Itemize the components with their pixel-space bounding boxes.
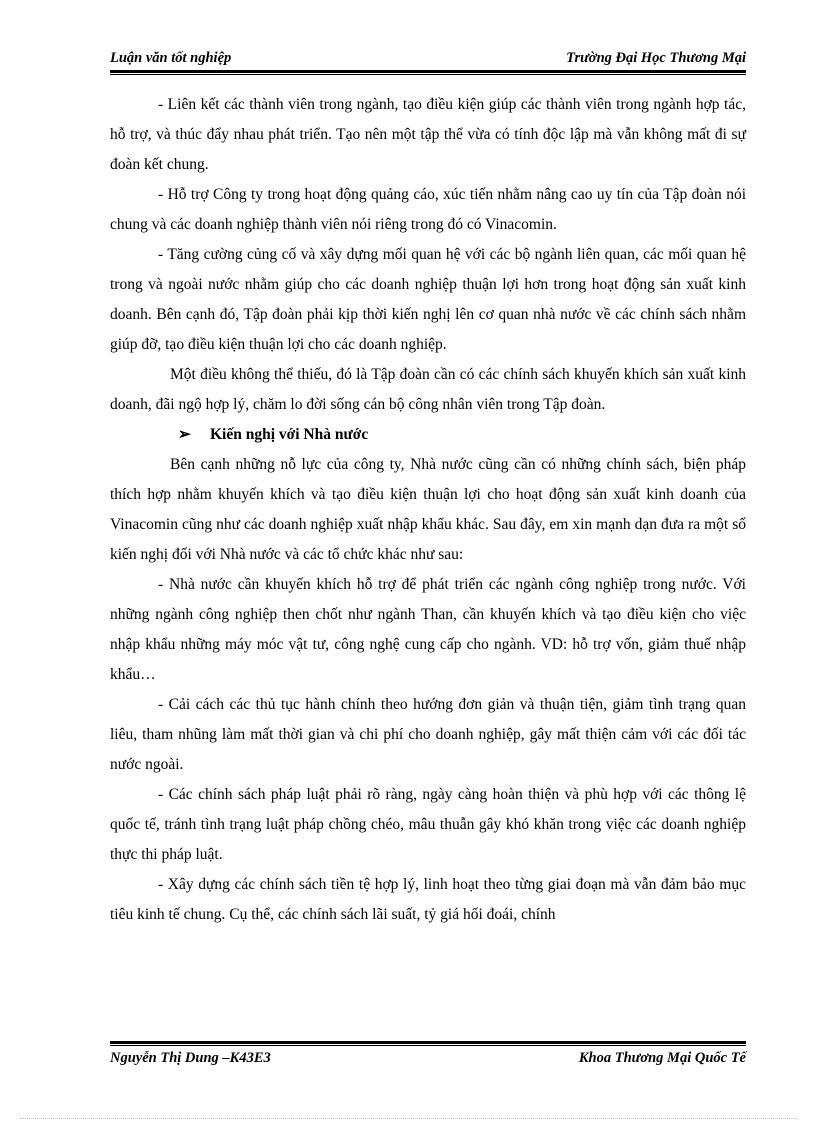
paragraph: - Cải cách các thủ tục hành chính theo hướng đơn giản và thuận tiện, giảm tình trạng quan liêu, tham nhũng làm mất thời gian và chi phí cho doanh nghiệp, gây mất thiện cảm với các đối tác nước ngoài. — [110, 696, 746, 773]
document-body — [110, 90, 746, 930]
paragraph: - Liên kết các thành viên trong ngành, tạo điều kiện giúp các thành viên trong ngành hợp tác, hỗ trợ, và thúc đẩy nhau phát triển. Tạo nên một tập thể vừa có tính độc lập mà vẫn không mất đi sự đoàn kết chung. — [110, 96, 746, 173]
footer-faculty: Khoa Thương Mại Quốc Tế — [578, 1050, 746, 1066]
arrow-bullet-icon: ➢ — [178, 426, 191, 443]
header-university: Trường Đại Học Thương Mại — [566, 50, 746, 66]
paragraph: - Tăng cường củng cố và xây dựng mối quan hệ với các bộ ngành liên quan, các mối quan hệ trong và ngoài nước nhằm giúp cho các doanh nghiệp thuận lợi hơn trong hoạt động sản xuất kinh doanh. Bên cạnh đó, Tập đoàn phải kịp thời kiến nghị lên cơ quan nhà nước về các chính sách nhằm giúp đỡ, tạo điều kiện thuận lợi cho các doanh nghiệp. — [110, 246, 746, 353]
header-thesis-label: Luận văn tốt nghiệp — [110, 50, 232, 66]
footer-author: Nguyễn Thị Dung –K43E3 — [110, 1050, 271, 1066]
paragraph: - Các chính sách pháp luật phải rõ ràng, ngày càng hoàn thiện và phù hợp với các thông lệ quốc tế, tránh tình trạng luật pháp chồng chéo, mâu thuẫn gây khó khăn trong việc các doanh nghiệp thực thi pháp luật. — [110, 786, 746, 863]
section-heading — [110, 420, 746, 450]
page-header — [110, 50, 746, 67]
header-rule — [110, 70, 746, 75]
paragraph: - Nhà nước cần khuyến khích hỗ trợ để phát triển các ngành công nghiệp trong nước. Với những ngành công nghiệp then chốt như ngành Than, cần khuyến khích và tạo điều kiện cho việc nhập khẩu những máy móc vật tư, công nghệ cung cấp cho ngành. VD: hỗ trợ vốn, giảm thuế nhập khẩu… — [110, 576, 746, 683]
page-footer — [110, 1050, 746, 1067]
footer-rule — [110, 1041, 746, 1046]
section-heading-text: Kiến nghị với Nhà nước — [210, 426, 369, 443]
page-edge-divider — [20, 1118, 796, 1119]
paragraph: - Hỗ trợ Công ty trong hoạt động quảng cáo, xúc tiến nhằm nâng cao uy tín của Tập đoàn nói chung và các doanh nghiệp thành viên nói riêng trong đó có Vinacomin. — [110, 186, 746, 233]
paragraph: Bên cạnh những nỗ lực của công ty, Nhà nước cũng cần có những chính sách, biện pháp thích hợp nhằm khuyến khích và tạo điều kiện thuận lợi cho hoạt động sản xuất kinh doanh của Vinacomin cũng như các doanh nghiệp xuất nhập khẩu khác. Sau đây, em xin mạnh dạn đưa ra một số kiến nghị đối với Nhà nước và các tổ chức khác như sau: — [110, 456, 746, 563]
paragraph: - Xây dựng các chính sách tiền tệ hợp lý, linh hoạt theo từng giai đoạn mà vẫn đảm bảo mục tiêu kinh tế chung. Cụ thể, các chính sách lãi suất, tỷ giá hối đoái, chính — [110, 876, 746, 923]
paragraph: Một điều không thể thiếu, đó là Tập đoàn cần có các chính sách khuyến khích sản xuất kinh doanh, đãi ngộ hợp lý, chăm lo đời sống cán bộ công nhân viên trong Tập đoàn. — [110, 366, 746, 413]
